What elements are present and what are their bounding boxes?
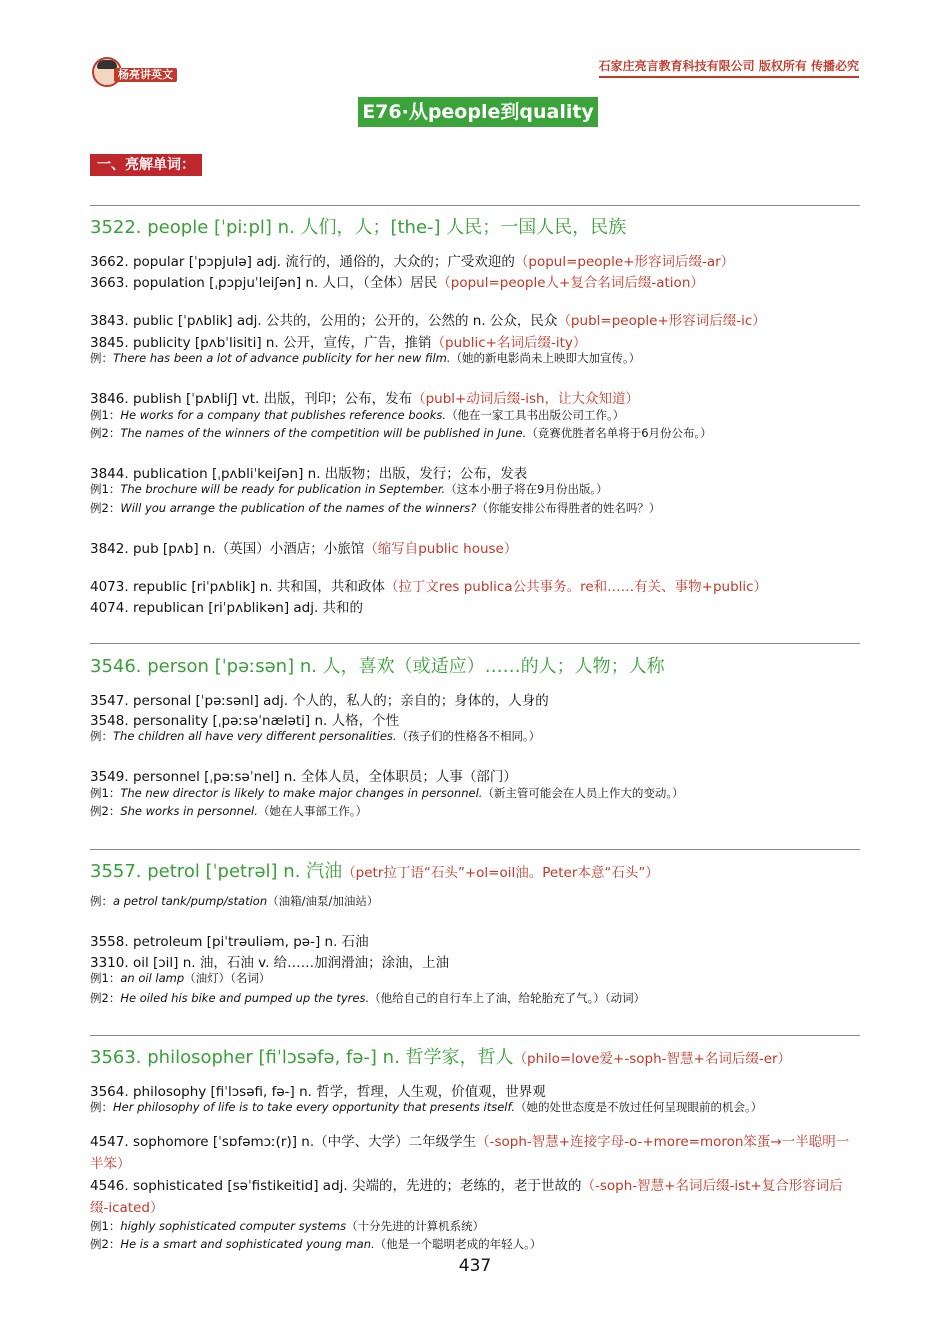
entry-publicity: 3845. publicity [pʌbˈlisiti] n. 公开，宣传，广告，推销（public+名词后缀-ity） [90,335,587,351]
example-publish-1: 例1：He works for a company that publishes reference books.（他在一家工具书出版公司工作。） [90,408,625,422]
headword-people: 3522. people [ˈpiːpl] n. 人们，人；[the-] 人民；一国人民，民族 [90,217,627,238]
page-title: E76·从people到quality [358,97,598,127]
entry-petroleum: 3558. petroleum [piˈtrəuliəm, pə-] n. 石油 [90,934,369,950]
divider [90,849,860,850]
entry-sophomore: 4547. sophomore [ˈsɒfəmɔː(r)] n.（中学、大学）二年级学生（-soph-智慧+连接字母-o-+more=moron笨蛋→一半聪明一半笨） [90,1134,850,1172]
page-number: 437 [458,1256,492,1276]
example-publication-2: 例2：Will you arrange the publication of the names of the winners?（你能安排公布得胜者的姓名吗？） [90,501,661,515]
example-publicity: 例：There has been a lot of advance publicity for her new film.（她的新电影尚未上映即大加宣传。） [90,351,641,365]
divider [90,1035,860,1036]
section-label: 一、亮解单词： [90,154,202,176]
headword-petrol: 3557. petrol [ˈpetrəl] n. 汽油（petr拉丁语“石头”+ol=oil油。Peter本意“石头”） [90,861,659,882]
entry-popular: 3662. popular [ˈpɔpjulə] adj. 流行的，通俗的，大众的；广受欢迎的（popul=people+形容词后缀-ar） [90,254,735,270]
entry-republican: 4074. republican [riˈpʌblikən] adj. 共和的 [90,600,364,616]
company-copyright: 石家庄亮言教育科技有限公司 版权所有 传播必究 [599,57,859,78]
example-petrol: 例：a petrol tank/pump/station（油箱/油泵/加油站） [90,894,379,908]
entry-oil: 3310. oil [ɔil] n. 油，石油 v. 给……加润滑油；涂油，上油 [90,955,450,971]
entry-philosophy: 3564. philosophy [fiˈlɔsəfi, fə-] n. 哲学，哲理，人生观，价值观，世界观 [90,1084,546,1100]
entry-personality: 3548. personality [ˌpəːsəˈnæləti] n. 人格，个性 [90,713,400,729]
example-oil-2: 例2：He oiled his bike and pumped up the tyres.（他给自己的自行车上了油，给轮胎充了气。）（动词） [90,991,646,1005]
example-oil-1: 例1：an oil lamp（油灯）（名词） [90,971,271,985]
entry-sophisticated: 4546. sophisticated [səˈfistikeitid] adj. 尖端的，先进的；老练的，老于世故的（-soph-智慧+名词后缀-ist+复合形容词后缀-icated） [90,1178,843,1216]
entry-personal: 3547. personal [ˈpəːsənl] adj. 个人的，私人的；亲自的；身体的，人身的 [90,693,549,709]
entry-republic: 4073. republic [riˈpʌblik] n. 共和国，共和政体（拉丁文res publica公共事务。re和……有关、事物+public） [90,579,768,595]
divider [90,643,860,644]
brand-logo [92,57,184,89]
entry-personnel: 3549. personnel [ˌpəːsəˈnel] n. 全体人员，全体职员；人事（部门） [90,769,517,785]
headword-person: 3546. person [ˈpəːsən] n. 人，喜欢（或适应）……的人；人物；人称 [90,656,665,677]
entry-publication: 3844. publication [ˌpʌbliˈkeiʃən] n. 出版物；出版，发行；公布，发表 [90,466,528,482]
entry-population: 3663. population [ˌpɔpjuˈleiʃən] n. 人口，（全体）居民（popul=people人+复合名词后缀-ation） [90,275,704,291]
example-publication-1: 例1：The brochure will be ready for publication in September.（这本小册子将在9月份出版。） [90,482,608,496]
example-philosophy: 例：Her philosophy of life is to take every opportunity that presents itself.（她的处世态度是不放过任何呈现眼前的机会。） [90,1100,763,1114]
example-personality: 例：The children all have very different personalities.（孩子们的性格各不相同。） [90,729,541,743]
entry-pub: 3842. pub [pʌb] n.（英国）小酒店；小旅馆（缩写自public house） [90,541,518,557]
logo-text: 杨亮讲英文 [114,68,177,82]
headword-philosopher: 3563. philosopher [fiˈlɔsəfə, fə-] n. 哲学家，哲人（philo=love爱+-soph-智慧+名词后缀-er） [90,1047,792,1068]
divider [90,205,860,206]
example-personnel-2: 例2：She works in personnel.（她在人事部工作。） [90,804,368,818]
entry-public: 3843. public [ˈpʌblik] adj. 公共的，公用的；公开的，公然的 n. 公众，民众（publ=people+形容词后缀-ic） [90,313,766,329]
example-sophisticated-1: 例1：highly sophisticated computer systems（十分先进的计算机系统） [90,1219,485,1233]
example-sophisticated-2: 例2：He is a smart and sophisticated young man.（他是一个聪明老成的年轻人。） [90,1237,542,1251]
example-personnel-1: 例1：The new director is likely to make major changes in personnel.（新主管可能会在人员上作大的变动。） [90,786,684,800]
entry-publish: 3846. publish [ˈpʌbliʃ] vt. 出版，刊印；公布，发布（publ+动词后缀-ish，让大众知道） [90,391,640,407]
example-publish-2: 例2：The names of the winners of the competition will be published in June.（竞赛优胜者名单将于6月份公布。） [90,426,712,440]
